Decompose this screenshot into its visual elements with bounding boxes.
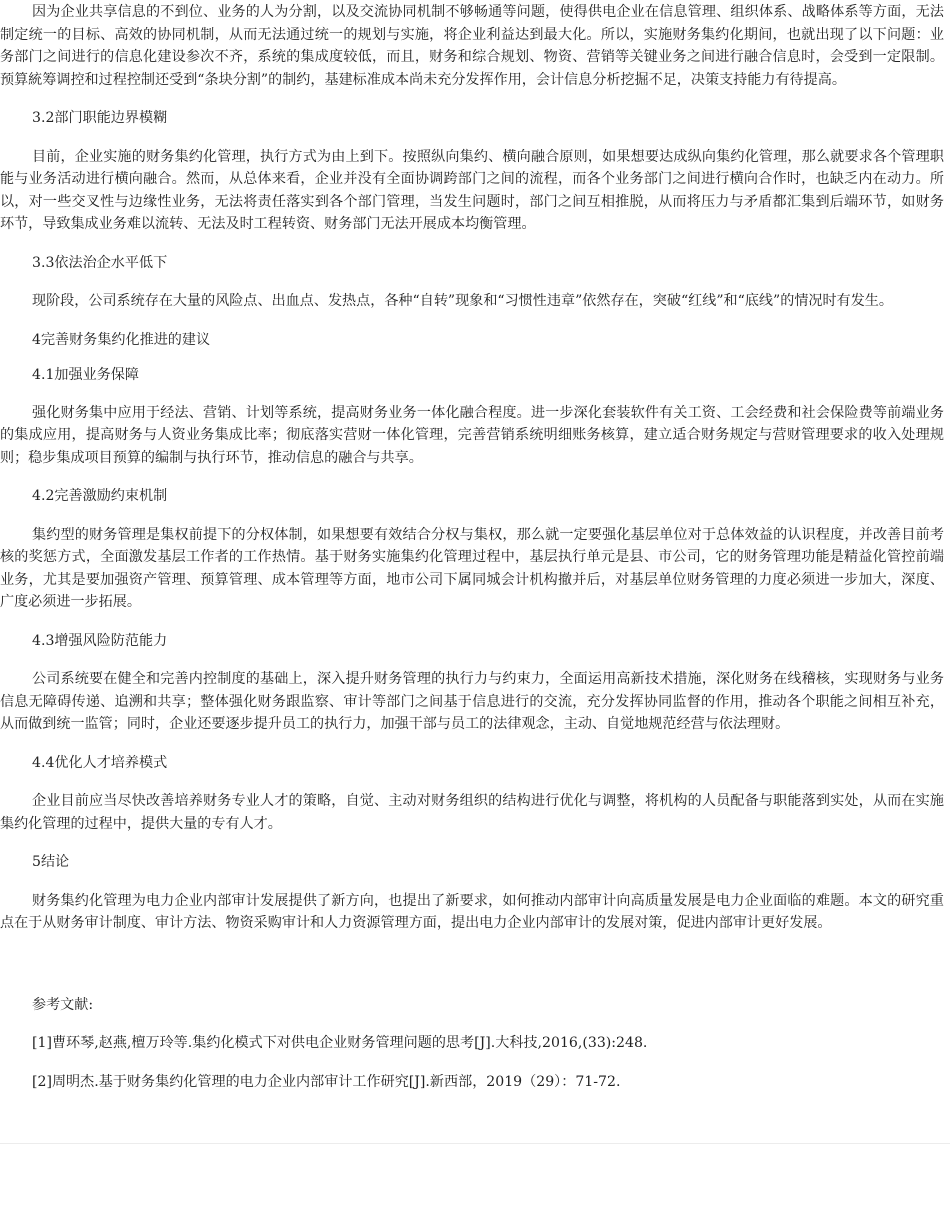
paragraph-risk-prevention: 公司系统要在健全和完善内控制度的基础上，深入提升财务管理的执行力与约束力，全面运用高新技术措施，深化财务在线稽核，实现财务与业务信息无障碍传递、追溯和共享；整体强化财务跟监察、审计等部门之间基于信息进行的交流，充分发挥协同监督的作用，推动各个职能之间相互补充，从而做到统一监管；同时，企业还要逐步提升员工的执行力，加强干部与员工的法律观念，主动、自觉地规范经营与依法理财。 [0, 671, 944, 732]
paragraph-collaboration-issues: 因为企业共享信息的不到位、业务的人为分割，以及交流协同机制不够畅通等问题，使得供电企业在信息管理、组织体系、战略体系等方面，无法制定统一的目标、高效的协同机制，从而无法通过统一的规划与实施，将企业利益达到最大化。所以，实施财务集约化期间，也就出现了以下问题：业务部门之间进行的信息化建设参次不齐，系统的集成度较低，而且，财务和综合规划、物资、营销等关键业务之间进行融合信息时，会受到一定限制。预算統筹调控和过程控制还受到“条块分割”的制约，基建标准成本尚未充分发挥作用，会计信息分析挖掘不足，决策支持能力有待提高。 [0, 4, 944, 88]
section-heading-4-4: 4.4优化人才培养模式 [32, 754, 168, 771]
paragraph-business-support: 强化财务集中应用于经法、营销、计划等系统，提高财务业务一体化融合程度。进一步深化套装软件有关工资、工会经费和社会保险费等前端业务的集成应用，提高财务与人资业务集成比率；彻底落实营财一体化管理，完善营销系统明细账务核算，建立适合财务规定与营财管理要求的收入处理规则；稳步集成项目预算的编制与执行环节，推动信息的融合与共享。 [0, 404, 944, 466]
paragraph-rule-of-law: 现阶段，公司系统存在大量的风险点、出血点、发热点，各种“自转”现象和“习惯性违章”依然存在，突破“红线”和“底线”的情况时有发生。 [32, 293, 893, 309]
section-heading-4: 4完善财务集约化推进的建议 [32, 331, 211, 348]
paragraph-conclusion: 财务集约化管理为电力企业内部审计发展提供了新方向，也提出了新要求，如何推动内部审计向高质量发展是电力企业面临的难题。本文的研究重点在于从财务审计制度、审计方法、物资采购审计和人力资源管理方面，提出电力企业内部审计的发展对策，促进内部审计更好发展。 [0, 892, 944, 931]
section-heading-3-3: 3.3依法治企水平低下 [32, 254, 168, 271]
reference-item-2: [2]周明杰.基于财务集约化管理的电力企业内部审计工作研究[J].新西部，2019（29）：71-72. [32, 1073, 621, 1090]
reference-item-1: [1]曹环琴,赵燕,檀万玲等.集约化模式下对供电企业财务管理问题的思考[J].大科技,2016,(33):248. [32, 1035, 648, 1051]
section-heading-5: 5结论 [32, 854, 70, 870]
page-bottom-divider [0, 1143, 950, 1144]
section-heading-4-3: 4.3增强风险防范能力 [32, 632, 168, 649]
section-heading-4-1: 4.1加强业务保障 [32, 367, 139, 383]
paragraph-department-boundaries: 目前，企业实施的财务集约化管理，执行方式为由上到下。按照纵向集约、横向融合原则，如果想要达成纵向集约化管理，那么就要求各个管理职能与业务活动进行横向融合。然而，从总体来看，企业并没有全面协调跨部门之间的流程，而各个业务部门之间进行横向合作时，也缺乏内在动力。所以，对一些交叉性与边缘性业务，无法将责任落实到各个部门管理，当发生问题时，部门之间互相推脱，从而将压力与矛盾都汇集到后端环节，如财务环节，导致集成业务难以流转、无法及时工程转资、财务部门无法开展成本均衡管理。 [0, 148, 944, 232]
paragraph-incentive-mechanism: 集约型的财务管理是集权前提下的分权体制，如果想要有效结合分权与集权，那么就一定要强化基层单位对于总体效益的认识程度，并改善目前考核的奖惩方式，全面激发基层工作者的工作热情。基于财务实施集约化管理过程中，基层执行单元是县、市公司，它的财务管理功能是精益化管控前端业务，尤其是要加强资产管理、预算管理、成本管理等方面，地市公司下属同城会计机构撤并后，对基层单位财务管理的力度必须进一步加大，深度、广度必须进一步拓展。 [0, 526, 944, 610]
references-label: 参考文献: [32, 996, 94, 1013]
paragraph-talent-training: 企业目前应当尽快改善培养财务专业人才的策略，自觉、主动对财务组织的结构进行优化与调整，将机构的人员配备与职能落到实处，从而在实施集约化管理的过程中，提供大量的专有人才。 [0, 793, 944, 832]
section-heading-4-2: 4.2完善激励约束机制 [32, 488, 168, 504]
section-heading-3-2: 3.2部门职能边界模糊 [32, 110, 168, 126]
